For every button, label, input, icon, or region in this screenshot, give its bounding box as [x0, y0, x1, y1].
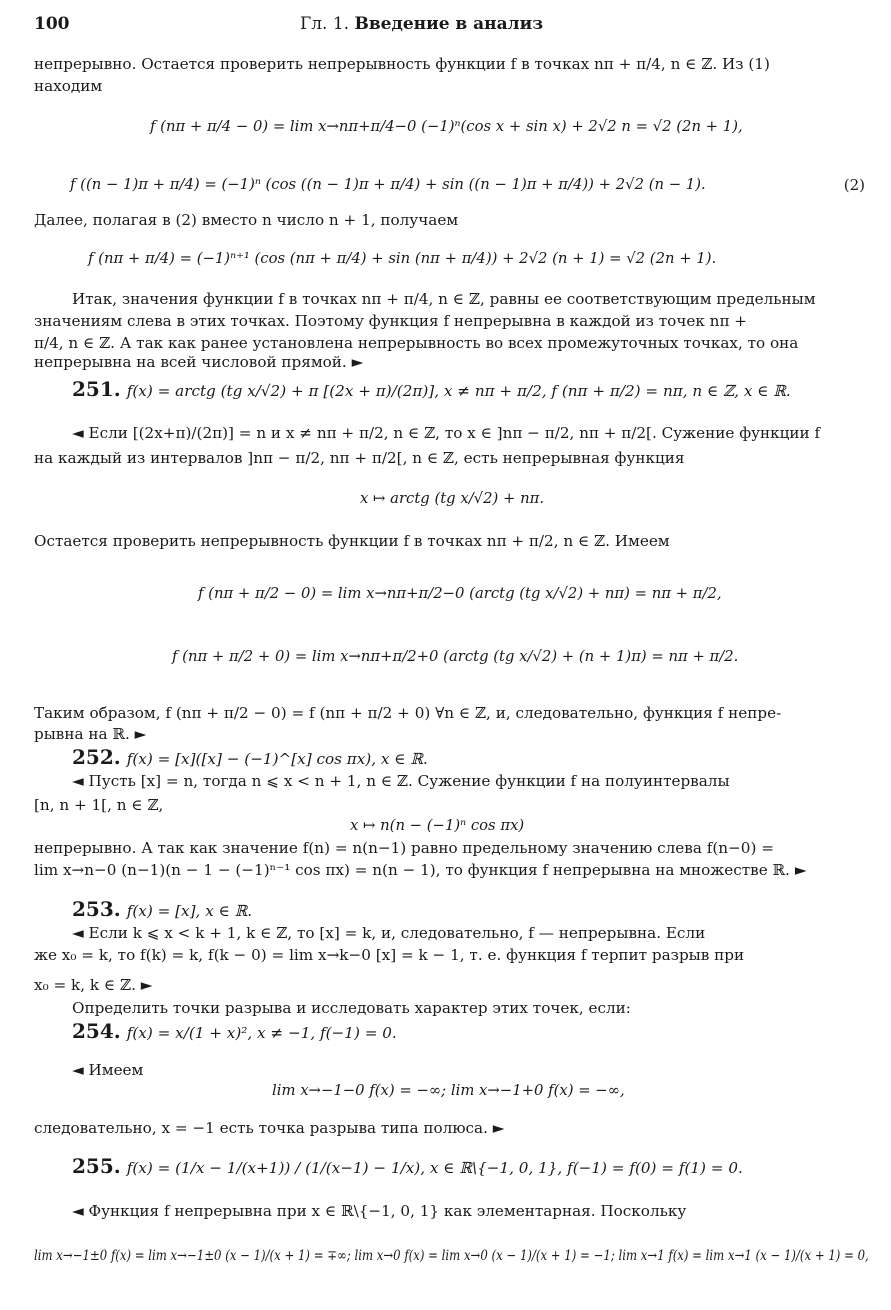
problem-statement: f(x) = [x]([x] − (−1)^[x] cos πx), x ∈ ℝ.	[126, 750, 428, 768]
text-line: же x₀ = k, то f(k) = k, f(k − 0) = lim x→k−0 [x] = k − 1, т. е. функция f терпит разрыв при	[34, 946, 745, 964]
text-line: находим	[34, 77, 103, 95]
text-line: Итак, значения функции f в точках nπ + π/4, n ∈ ℤ, равны ее соответствующим предельным	[72, 290, 816, 308]
equation: f (nπ + π/4) = (−1)ⁿ⁺¹ (cos (nπ + π/4) + sin (nπ + π/4)) + 2√2 (n + 1) = √2 (2n + 1).	[88, 250, 717, 267]
problem-number: 252.	[72, 745, 121, 769]
text-line: непрерывно. Остается проверить непрерывность функции f в точках nπ + π/4, n ∈ ℤ. Из (1)	[34, 55, 770, 73]
equation-number: (2)	[843, 176, 865, 194]
text-line: ◄ Если [(2x+π)/(2π)] = n и x ≠ nπ + π/2, n ∈ ℤ, то x ∈ ]nπ − π/2, nπ + π/2[. Сужение функции f	[72, 424, 821, 442]
chapter-title: Введение в анализ	[354, 14, 544, 34]
text-line: Остается проверить непрерывность функции f в точках nπ + π/2, n ∈ ℤ. Имеем	[34, 532, 670, 550]
equation: f (nπ + π/2 + 0) = lim x→nπ+π/2+0 (arctg (tg x/√2) + (n + 1)π) = nπ + π/2.	[172, 648, 739, 665]
problem-statement: f(x) = (1/x − 1/(x+1)) / (1/(x−1) − 1/x), x ∈ ℝ\{−1, 0, 1}, f(−1) = f(0) = f(1) = 0.	[126, 1159, 743, 1177]
equation: lim x→−1±0 f(x) = lim x→−1±0 (x − 1)/(x + 1) = ∓∞; lim x→0 f(x) = lim x→0 (x − 1)/(x + 1) = −1; lim x→1 f(x) = lim x→1 (x − 1)/(x + 1) = 0,	[34, 1248, 869, 1264]
problem-252	[72, 746, 428, 769]
text-line: значениям слева в этих точках. Поэтому функция f непрерывна в каждой из точек nπ +	[34, 312, 747, 330]
problem-number: 254.	[72, 1019, 121, 1043]
text-line: Далее, полагая в (2) вместо n число n + 1, получаем	[34, 211, 459, 229]
chapter-header	[300, 14, 543, 34]
text-line: ◄ Если k ⩽ x < k + 1, k ∈ ℤ, то [x] = k, и, следовательно, f — непрерывна. Если	[72, 924, 706, 942]
problem-251	[72, 378, 791, 401]
problem-statement: f(x) = x/(1 + x)², x ≠ −1, f(−1) = 0.	[126, 1024, 397, 1042]
equation: lim x→−1−0 f(x) = −∞; lim x→−1+0 f(x) = −∞,	[272, 1082, 625, 1099]
problem-254	[72, 1020, 397, 1043]
text-line: ◄ Пусть [x] = n, тогда n ⩽ x < n + 1, n ∈ ℤ. Сужение функции f на полуинтервалы	[72, 772, 730, 790]
equation: f (nπ + π/4 − 0) = lim x→nπ+π/4−0 (−1)ⁿ(cos x + sin x) + 2√2 n = √2 (2n + 1),	[150, 118, 743, 135]
text-line: Определить точки разрыва и исследовать характер этих точек, если:	[72, 999, 631, 1017]
equation: x ↦ n(n − (−1)ⁿ cos πx)	[350, 817, 525, 834]
text-line: π/4, n ∈ ℤ. А так как ранее установлена непрерывность во всех промежуточных точках, то она	[34, 334, 799, 352]
text-line: [n, n + 1[, n ∈ ℤ,	[34, 796, 164, 814]
text-line: ◄ Имеем	[72, 1061, 144, 1079]
text-line: ◄ Функция f непрерывна при x ∈ ℝ\{−1, 0, 1} как элементарная. Поскольку	[72, 1202, 687, 1220]
equation: f (nπ + π/2 − 0) = lim x→nπ+π/2−0 (arctg (tg x/√2) + nπ) = nπ + π/2,	[198, 585, 722, 602]
text-line: lim x→n−0 (n−1)(n − 1 − (−1)ⁿ⁻¹ cos πx) = n(n − 1), то функция f непрерывна на множестве ℝ. ►	[34, 861, 807, 879]
problem-statement: f(x) = arctg (tg x/√2) + π [(2x + π)/(2π)], x ≠ nπ + π/2, f (nπ + π/2) = nπ, n ∈ ℤ, x ∈ ℝ.	[126, 382, 791, 400]
problem-number: 251.	[72, 377, 121, 401]
text-line: Таким образом, f (nπ + π/2 − 0) = f (nπ + π/2 + 0) ∀n ∈ ℤ, и, следовательно, функция f непре-	[34, 704, 782, 722]
problem-253	[72, 898, 252, 921]
text-line: рывна на ℝ. ►	[34, 725, 147, 743]
text-line: следовательно, x = −1 есть точка разрыва типа полюса. ►	[34, 1119, 505, 1137]
text-line: непрерывно. А так как значение f(n) = n(n−1) равно предельному значению слева f(n−0) =	[34, 839, 774, 857]
equation: f ((n − 1)π + π/4) = (−1)ⁿ (cos ((n − 1)π + π/4) + sin ((n − 1)π + π/4)) + 2√2 (n − 1).	[70, 176, 706, 193]
text-line: непрерывна на всей числовой прямой. ►	[34, 353, 364, 371]
chapter-prefix: Гл. 1.	[300, 14, 350, 34]
equation: x ↦ arctg (tg x/√2) + nπ.	[360, 490, 545, 507]
page-number: 100	[34, 14, 70, 34]
problem-number: 253.	[72, 897, 121, 921]
text-line: x₀ = k, k ∈ ℤ. ►	[34, 976, 153, 994]
problem-255	[72, 1155, 743, 1178]
problem-number: 255.	[72, 1154, 121, 1178]
text-line: на каждый из интервалов ]nπ − π/2, nπ + π/2[, n ∈ ℤ, есть непрерывная функция	[34, 449, 685, 467]
problem-statement: f(x) = [x], x ∈ ℝ.	[126, 902, 253, 920]
